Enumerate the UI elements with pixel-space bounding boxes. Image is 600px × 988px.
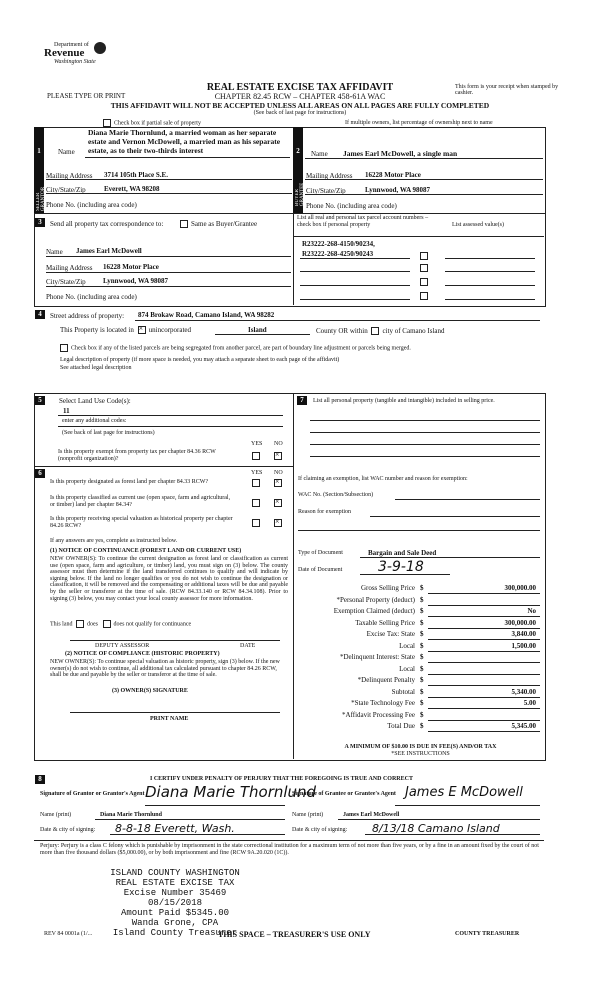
county-or-within — [316, 327, 445, 335]
county-treasurer-label: COUNTY TREASURER — [455, 931, 520, 937]
tax-row-dollar: $ — [420, 710, 424, 719]
seller-side-label: SELLER GRANTOR — [36, 186, 46, 211]
notice1-text: NEW OWNER(S): To continue the current designation as forest land or classification as current use (open space, farm and agriculture, or timber) land, you must sign on (3) below. The county assessor must then determine if the land transferred continues to qualify and will indicate by signing below. If the land no longer qualifies or you do not wish to continue the designation or classification, it will be removed and the compensating or additional taxes will be due and payable by the seller or transferor at the time of sale. (RCW 84.33.140 or RCW 84.34.108). Prior to signing (3) below, you may contact your local county assessor for more information. — [50, 556, 288, 602]
tax-row-label: Excise Tax: State — [366, 630, 415, 638]
tax-row — [298, 722, 540, 734]
grantor-name-label: Name (print) — [40, 812, 72, 818]
grantee-name-line — [338, 819, 540, 820]
see-back-instructions: (See back of last page for instructions) — [62, 430, 155, 436]
grantor-sig-line — [145, 805, 285, 806]
tax-row-line — [428, 674, 540, 675]
tax-correspondence-label: Send all property tax correspondence to: — [50, 220, 164, 228]
exemption-label: If claiming an exemption, list WAC number and reason for exemption: — [298, 476, 468, 482]
assessed-line-1 — [445, 258, 535, 259]
does-label: does — [87, 621, 98, 628]
tax-row-dollar: $ — [420, 607, 424, 615]
continuance — [50, 620, 191, 628]
tax-row-line — [428, 685, 540, 686]
tax-row-value[interactable]: 1,500.00 — [511, 641, 536, 650]
assessed-line-4 — [445, 299, 535, 300]
section-6-badge: 6 — [35, 469, 45, 478]
buyer-mailing-label: Mailing Address — [306, 172, 353, 180]
tax-row-value[interactable]: 5,340.00 — [511, 687, 536, 696]
logo-line3: Washington State — [54, 59, 96, 65]
s3-mailing[interactable]: 16228 Motor Place — [103, 263, 159, 271]
parcel-line-4 — [300, 299, 410, 300]
same-as-buyer-label: Same as Buyer/Grantee — [191, 220, 258, 228]
treasurer-space-label: THIS SPACE – TREASURER'S USE ONLY — [218, 930, 371, 939]
tax-row-value[interactable]: No — [527, 607, 536, 615]
see-instructions: *SEE INSTRUCTIONS — [391, 751, 450, 757]
tax-row-line — [428, 731, 540, 732]
certify-statement: I CERTIFY UNDER PENALTY OF PERJURY THAT THE FOREGOING IS TRUE AND CORRECT — [150, 776, 413, 782]
located-in — [60, 326, 191, 334]
section-4-badge: 4 — [35, 310, 45, 319]
exempt-question: Is this property exempt from property tax per chapter 84.36 RCW (nonprofit organization)? — [58, 449, 216, 462]
owner-signature-label: (3) OWNER(S) SIGNATURE — [112, 688, 188, 694]
grantee-sig-label: Signature of Grantee or Grantee's Agent — [292, 791, 396, 797]
section-3-divider — [293, 213, 294, 305]
section-2-badge: 2 — [293, 147, 303, 156]
tax-row — [298, 699, 540, 711]
tax-row-dollar: $ — [420, 595, 424, 604]
seller-mailing[interactable]: 3714 105th Place S.E. — [104, 171, 168, 179]
historic-yes-checkbox[interactable] — [252, 519, 263, 527]
buyer-mailing[interactable]: 16228 Motor Place — [365, 171, 421, 179]
seller-phone-label: Phone No. (including area code) — [46, 201, 137, 209]
form-number: REV 84 0001a (1/... — [44, 931, 93, 937]
parcel-checkbox-2[interactable] — [420, 264, 431, 272]
tax-row-dollar: $ — [420, 722, 424, 730]
tax-row-value[interactable]: 5.00 — [523, 699, 536, 707]
s5-no: NO — [274, 441, 283, 447]
this-land-label: This land — [50, 621, 73, 628]
personal-line-1 — [310, 420, 540, 421]
forest-no-checkbox[interactable] — [274, 479, 285, 487]
stamp-line: ISLAND COUNTY WASHINGTON — [110, 868, 240, 878]
s3-city-label: City/State/Zip — [46, 278, 86, 286]
section-6-rule — [34, 466, 293, 467]
s3-phone-label: Phone No. (including area code) — [46, 293, 137, 301]
notice1-title: (1) NOTICE OF CONTINUANCE (FOREST LAND OR CURRENT USE) — [50, 548, 242, 554]
current-use-yes-checkbox[interactable] — [252, 499, 263, 507]
s3-mailing-label: Mailing Address — [46, 264, 93, 272]
see-attached: (See back of last page for instructions) — [253, 110, 347, 116]
city-checkbox[interactable] — [371, 327, 379, 335]
doc-date-line — [360, 574, 450, 575]
seller-city-label: City/State/Zip — [46, 186, 86, 194]
tax-row-dollar: $ — [420, 630, 424, 638]
tax-row-dollar: $ — [420, 699, 424, 707]
reason-label: Reason for exemption — [298, 509, 351, 515]
tax-row-line — [428, 616, 540, 617]
logo-line1: Department of — [54, 42, 89, 48]
s6-yes: YES — [251, 470, 263, 476]
does-not-label: does not qualify for continuance — [113, 621, 192, 628]
grantor-name[interactable]: Diana Marie Thornlund — [100, 812, 162, 818]
stamp-line: Island County Treasurer — [112, 928, 238, 938]
forest-yes-checkbox[interactable] — [252, 479, 263, 487]
form-title: REAL ESTATE EXCISE TAX AFFIDAVIT — [206, 82, 394, 93]
tax-row-label: *Affidavit Processing Fee — [342, 710, 415, 719]
stamp-line: Wanda Grone, CPA — [131, 918, 219, 928]
street-label: Street address of property: — [50, 312, 125, 320]
current-use-no-checkbox[interactable] — [274, 499, 285, 507]
tax-row — [298, 711, 540, 723]
multiple-owners-note: If multiple owners, list percentage of ownership next to name — [345, 120, 493, 126]
buyer-side-label: BUYER GRANTEE — [295, 182, 305, 206]
tax-row-line — [428, 593, 540, 594]
street-line — [135, 320, 540, 321]
buyer-mailing-line — [305, 179, 543, 180]
tax-row-label: Subtotal — [391, 687, 415, 696]
grantor-sig-label: Signature of Grantor or Grantor's Agent — [40, 791, 145, 797]
buyer-name-line — [305, 158, 543, 159]
historic-question: Is this property receiving special valuation as historical property per chapter 84.26 RCW? — [50, 516, 233, 529]
tax-row-line — [428, 639, 540, 640]
does-not-checkbox[interactable] — [103, 620, 111, 628]
exempt-yes-checkbox[interactable] — [252, 452, 263, 460]
section-8-badge: 8 — [35, 775, 45, 784]
tax-row-line — [428, 720, 540, 721]
s3-mailing-line — [46, 272, 291, 273]
wac-label: WAC No. (Section/Subsection) — [298, 492, 374, 498]
reason-line — [370, 516, 540, 517]
buyer-city-line — [305, 194, 543, 195]
tax-row-dollar: $ — [420, 641, 424, 650]
reason-line-2 — [298, 530, 540, 531]
tax-row-dollar: $ — [420, 584, 424, 592]
tax-row — [298, 630, 540, 642]
grantor-date[interactable]: 8-8-18 Everett, Wash. — [115, 822, 235, 835]
grantor-date-label: Date & city of signing: — [40, 827, 96, 833]
section-5-badge: 5 — [35, 396, 45, 405]
partial-sale-label: Check box if partial sale of property — [114, 120, 201, 127]
perjury-statement: Perjury: Perjury is a class C felony which is punishable by imprisonment in the state correctional institution for a maximum term of not more than five years, or by a fine in an amount fixed by the court of not more than five thousand dollars ($5,000.00), or by both imprisonment and fine (RCW 9A.20.020 (1C)). — [40, 843, 539, 856]
assessed-line-3 — [445, 285, 535, 286]
tax-row — [298, 688, 540, 700]
s3-name[interactable]: James Earl McDowell — [76, 247, 142, 255]
doc-type-label: Type of Document — [298, 550, 343, 556]
notice2-title: (2) NOTICE OF COMPLIANCE (HISTORIC PROPERTY) — [65, 651, 220, 657]
county-or-label: County OR within — [316, 327, 368, 335]
minimum-note: A MINIMUM OF $10.00 IS DUE IN FEE(S) AND/OR TAX — [344, 744, 497, 750]
warning-text: THIS AFFIDAVIT WILL NOT BE ACCEPTED UNLESS ALL AREAS ON ALL PAGES ARE FULLY COMPLETED — [110, 101, 490, 110]
seller-name-label: Name — [58, 148, 75, 156]
same-as-buyer[interactable] — [180, 220, 257, 228]
land-use-label: Select Land Use Code(s): — [59, 397, 131, 405]
tax-row-value[interactable]: 3,840.00 — [511, 630, 536, 638]
tax-row — [298, 619, 540, 631]
section-5-7-divider — [293, 393, 294, 759]
tax-row-label: Taxable Selling Price — [355, 618, 415, 627]
personal-line-3 — [310, 444, 540, 445]
located-label: This Property is located in — [60, 326, 134, 334]
additional-codes-line — [58, 426, 283, 427]
tax-row — [298, 607, 540, 619]
assessed-line-2 — [445, 271, 535, 272]
tax-row-dollar: $ — [420, 676, 424, 684]
grantee-date-line — [365, 834, 540, 835]
seller-mailing-label: Mailing Address — [46, 172, 93, 180]
grantor-signature[interactable]: Diana Marie Thornlund — [145, 783, 317, 801]
tax-row-line — [428, 628, 540, 629]
forest-question: Is this property designated as forest land per chapter 84.33 RCW? — [50, 479, 209, 485]
tax-row — [298, 665, 540, 677]
legal-description-label: Legal description of property (if more space is needed, you may attach a separate sheet to each page of the affidavit) — [60, 357, 340, 363]
segregated — [60, 344, 411, 352]
section-1-badge: 1 — [34, 147, 44, 156]
seller-name[interactable]: Diana Marie Thornlund, a married woman as her separate estate and Vernon McDowell, a married man as his separate estate, as to their two-thirds interest — [88, 128, 281, 155]
tax-row-label: Exemption Claimed (deduct) — [333, 607, 415, 615]
stamp-line: REAL ESTATE EXCISE TAX — [115, 878, 235, 888]
buyer-city-label: City/State/Zip — [306, 187, 346, 195]
tax-row-dollar: $ — [420, 653, 424, 661]
grantee-name-label: Name (print) — [292, 812, 324, 818]
tax-row-label: Local — [399, 664, 415, 673]
tax-row-dollar: $ — [420, 664, 424, 673]
treasurer-stamp — [90, 868, 260, 938]
tax-table — [298, 584, 540, 734]
assessed-header: List assessed value(s) — [452, 222, 504, 228]
street-address[interactable]: 874 Brokaw Road, Camano Island, WA 98282 — [138, 311, 275, 319]
tax-row-line — [428, 697, 540, 698]
chapter-ref: CHAPTER 82.45 RCW – CHAPTER 458-61A WAC — [214, 92, 386, 101]
exempt-no-checkbox[interactable] — [274, 452, 285, 460]
buyer-phone-label: Phone No. (including area code) — [306, 202, 397, 210]
parcel-checkbox-1[interactable] — [420, 252, 431, 260]
tax-row-line — [428, 651, 540, 652]
personal-line-4 — [310, 456, 540, 457]
tax-row-label: *Personal Property (deduct) — [336, 595, 415, 604]
seller-mailing-line — [46, 179, 292, 180]
section-3-badge: 3 — [35, 218, 45, 227]
stamp-line: Excise Number 35469 — [123, 888, 227, 898]
grantee-date[interactable]: 8/13/18 Camano Island — [372, 822, 500, 835]
tax-row-label: Local — [399, 641, 415, 650]
s3-city[interactable]: Lynnwood, WA 98087 — [103, 277, 169, 285]
doc-type-line — [360, 557, 540, 558]
please-print: PLEASE TYPE OR PRINT — [47, 92, 126, 100]
tax-row-value[interactable]: 5,345.00 — [511, 722, 536, 730]
tax-row-label: Gross Selling Price — [360, 584, 415, 592]
tax-row — [298, 584, 540, 596]
s3-city-line — [46, 286, 291, 287]
tax-row-dollar: $ — [420, 687, 424, 696]
print-name-label: PRINT NAME — [150, 716, 189, 722]
unincorporated-checkbox[interactable] — [138, 326, 146, 334]
wac-line — [395, 499, 540, 500]
parcel-line-3 — [300, 285, 410, 286]
tax-row-label: *Delinquent Penalty — [357, 676, 415, 684]
personal-property-label: List all personal property (tangible and intangible) included in selling price. — [313, 398, 495, 404]
unincorporated-label: unincorporated — [148, 326, 192, 334]
county-line — [215, 334, 310, 335]
tax-row-value[interactable]: 300,000.00 — [504, 618, 536, 627]
seller-city[interactable]: Everett, WA 98208 — [104, 185, 160, 193]
parcel-checkbox-3[interactable] — [420, 278, 431, 286]
if-yes-note: If any answers are yes, complete as instructed below. — [50, 538, 178, 544]
partial-sale[interactable] — [103, 119, 201, 127]
deputy-date: DATE — [240, 643, 256, 649]
receipt-note: This form is your receipt when stamped by cashier. — [455, 84, 559, 96]
personal-line-2 — [310, 432, 540, 433]
s3-name-label: Name — [46, 248, 63, 256]
see-legal: See attached legal description — [60, 365, 132, 371]
segregated-label: Check box if any of the listed parcels are being segregated from another parcel, are part of boundary line adjustment or parcels being merged. — [71, 345, 411, 352]
same-as-buyer-checkbox[interactable] — [180, 220, 188, 228]
parcel-header-line — [294, 236, 544, 237]
stamp-line: Amount Paid $5345.00 — [120, 908, 230, 918]
parcel-2[interactable]: R23222-268-4250/90243 — [302, 250, 374, 258]
partial-sale-checkbox[interactable] — [103, 119, 111, 127]
buyer-name[interactable]: James Earl McDowell, a single man — [343, 149, 458, 158]
deputy-assessor: DEPUTY ASSESSOR — [95, 643, 150, 649]
tax-row-line — [428, 708, 540, 709]
city-label: city of Camano Island — [382, 327, 445, 335]
tax-row-line — [428, 605, 540, 606]
doc-date[interactable]: 3-9-18 — [378, 559, 424, 575]
section-7-badge: 7 — [297, 396, 307, 405]
logo-line2: Revenue — [44, 47, 85, 59]
tax-row — [298, 676, 540, 688]
dor-logo — [44, 42, 114, 65]
stamp-line: 08/15/2018 — [147, 898, 202, 908]
historic-no-checkbox[interactable] — [274, 519, 285, 527]
seller-city-line — [46, 193, 292, 194]
additional-codes-label: enter any additional codes: — [62, 418, 127, 424]
grantor-name-line — [95, 819, 285, 820]
land-use-code[interactable]: 11 — [63, 407, 70, 415]
notice2-text: NEW OWNER(S): To continue special valuation as historic property, sign (3) below. If the new owner(s) do not wish to continue, all additional tax calculated pursuant to chapter 84.26 RCW, shall be due and payable by the seller or transferor at the time of sale. — [50, 659, 280, 679]
grantor-date-line — [110, 834, 285, 835]
tax-row — [298, 653, 540, 665]
current-use-question: Is this property classified as current use (open space, farm and agricultural, or timber) land per chapter 84.34? — [50, 495, 231, 508]
parcel-header: List all real and personal tax parcel account numbers – check box if personal property — [297, 215, 429, 228]
seller-name-line — [85, 157, 290, 158]
parcel-line-1 — [300, 258, 410, 259]
grantee-name[interactable]: James Earl McDowell — [343, 812, 400, 818]
tax-row — [298, 596, 540, 608]
county-name[interactable]: Island — [248, 326, 267, 334]
tax-row-label: *Delinquent Interest: State — [339, 653, 415, 661]
grantee-signature[interactable]: James E McDowell — [405, 785, 523, 800]
tax-row-label: *State Technology Fee — [351, 699, 415, 707]
parcel-line-2 — [300, 271, 410, 272]
logo-globe-icon — [94, 42, 106, 54]
s6-no: NO — [274, 470, 283, 476]
parcel-checkbox-4[interactable] — [420, 292, 431, 300]
grantee-date-label: Date & city of signing: — [292, 827, 348, 833]
s3-name-line — [46, 256, 291, 257]
doc-date-label: Date of Document — [298, 567, 343, 573]
tax-row-label: Total Due — [387, 722, 415, 730]
tax-row-line — [428, 662, 540, 663]
buyer-name-label: Name — [311, 150, 328, 158]
doc-type[interactable]: Bargain and Sale Deed — [368, 549, 437, 557]
does-checkbox[interactable] — [76, 620, 84, 628]
s5-yes: YES — [251, 441, 263, 447]
tax-row-value[interactable]: 300,000.00 — [504, 584, 536, 592]
segregated-checkbox[interactable] — [60, 344, 68, 352]
deputy-line — [70, 640, 280, 641]
perjury-rule-top — [34, 840, 544, 841]
grantee-sig-line — [395, 805, 540, 806]
print-name-line — [70, 712, 280, 713]
tax-row-dollar: $ — [420, 618, 424, 627]
land-use-line — [58, 415, 283, 416]
parcel-1[interactable]: R23222-268-4150/90234, — [302, 240, 375, 248]
buyer-city[interactable]: Lynnwood, WA 98087 — [365, 186, 431, 194]
tax-row — [298, 642, 540, 654]
